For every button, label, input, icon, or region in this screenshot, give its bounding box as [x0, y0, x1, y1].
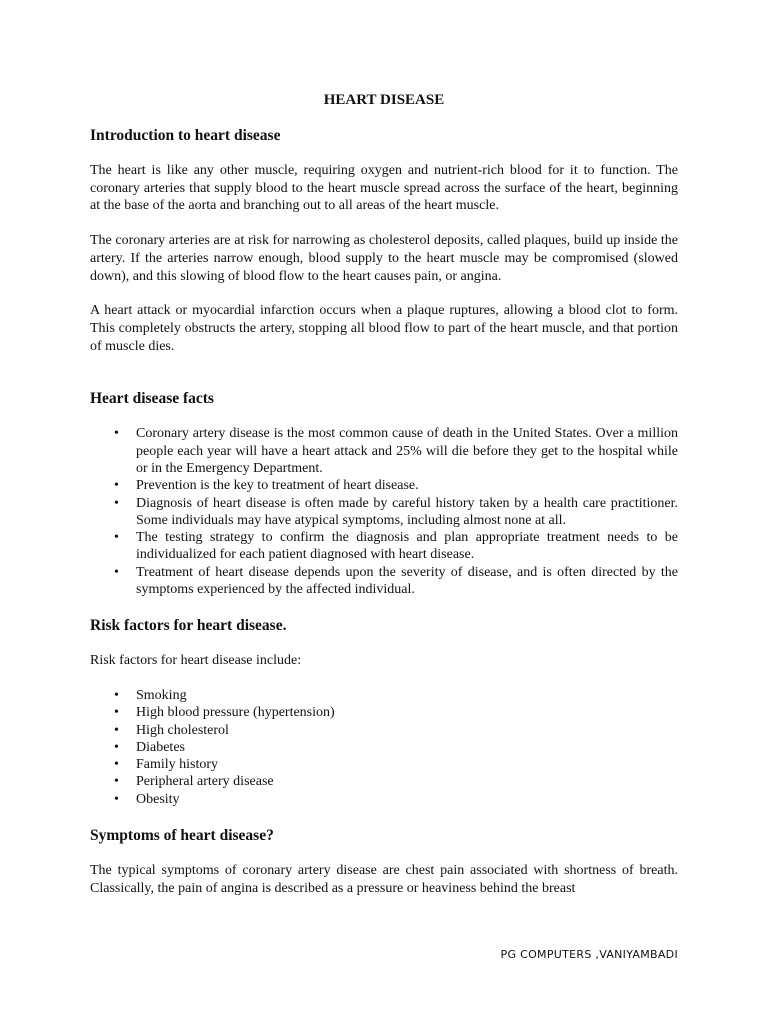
- intro-paragraph-2: The coronary arteries are at risk for narrowing as cholesterol deposits, called plaques, build up inside the artery. If the arteries narrow enough, blood supply to the heart muscle may be compromised (slowed down), and this slowing of blood flow to the heart causes pain, or angina.: [90, 233, 678, 284]
- list-item-text: High blood pressure (hypertension): [136, 705, 335, 721]
- bullet-icon: •: [114, 426, 119, 442]
- list-item: [90, 722, 678, 739]
- symptoms-paragraph: The typical symptoms of coronary artery disease are chest pain associated with shortness of breath. Classically, the pain of angina is described as a pressure or heaviness behind the breast: [90, 863, 678, 896]
- list-item-text: Smoking: [136, 688, 187, 703]
- list-item-text: Family history: [136, 757, 219, 773]
- list-item: [90, 495, 678, 530]
- risk-list: [90, 687, 678, 808]
- list-item-text: The testing strategy to confirm the diagnosis and plan appropriate treatment needs to be individualized for each patient diagnosed with heart disease.: [136, 530, 678, 563]
- list-item-text: Diagnosis of heart disease is often made by careful history taken by a health care practitioner. Some individuals may have atypical symptoms, including almost none at all.: [136, 495, 678, 528]
- bullet-icon: •: [114, 688, 119, 703]
- symptoms-heading: Symptoms of heart disease?: [90, 827, 274, 845]
- list-item-text: Prevention is the key to treatment of heart disease.: [136, 478, 419, 494]
- list-item: [90, 425, 678, 477]
- intro-paragraph-3: A heart attack or myocardial infarction occurs when a plaque ruptures, allowing a blood clot to form. This completely obstructs the artery, stopping all blood flow to part of the heart muscle, and that portion of muscle dies.: [90, 303, 678, 354]
- list-item: [90, 773, 678, 790]
- list-item: [90, 791, 678, 808]
- bullet-icon: •: [114, 722, 119, 738]
- bullet-icon: •: [114, 774, 119, 790]
- facts-heading: Heart disease facts: [90, 390, 214, 408]
- bullet-icon: •: [114, 757, 119, 773]
- list-item-text: Obesity: [136, 791, 180, 807]
- risk-intro: Risk factors for heart disease include:: [90, 653, 302, 669]
- bullet-icon: •: [114, 495, 119, 511]
- bullet-icon: •: [114, 564, 119, 580]
- intro-paragraph-1: The heart is like any other muscle, requiring oxygen and nutrient-rich blood for it to function. The coronary arteries that supply blood to the heart muscle spread across the surface of the heart, beginning at the base of the aorta and branching out to all areas of the heart muscle.: [90, 163, 678, 214]
- list-item-text: Coronary artery disease is the most common cause of death in the United States. Over a million people each year will have a heart attack and 25% will die before they get to the hospital while or in the Emergency Department.: [136, 426, 678, 476]
- list-item: [90, 756, 678, 773]
- bullet-icon: •: [114, 705, 119, 721]
- page-footer: PG COMPUTERS ,VANIYAMBADI: [500, 948, 678, 961]
- risk-heading: Risk factors for heart disease.: [90, 617, 287, 635]
- list-item: [90, 477, 678, 494]
- bullet-icon: •: [114, 530, 119, 546]
- list-item: [90, 564, 678, 599]
- list-item: [90, 704, 678, 721]
- document-title: HEART DISEASE: [323, 92, 445, 108]
- bullet-icon: •: [114, 791, 119, 807]
- list-item-text: High cholesterol: [136, 722, 229, 738]
- list-item-text: Diabetes: [136, 739, 185, 755]
- intro-heading: Introduction to heart disease: [90, 127, 281, 144]
- list-item: [90, 529, 678, 564]
- list-item-text: Treatment of heart disease depends upon the severity of disease, and is often directed by the symptoms experienced by the affected individual.: [136, 564, 678, 597]
- bullet-icon: •: [114, 739, 119, 755]
- list-item-text: Peripheral artery disease: [136, 774, 274, 790]
- document-page: [90, 90, 678, 897]
- list-item: [90, 739, 678, 756]
- bullet-icon: •: [114, 478, 119, 494]
- facts-list: [90, 425, 678, 598]
- list-item: [90, 687, 678, 704]
